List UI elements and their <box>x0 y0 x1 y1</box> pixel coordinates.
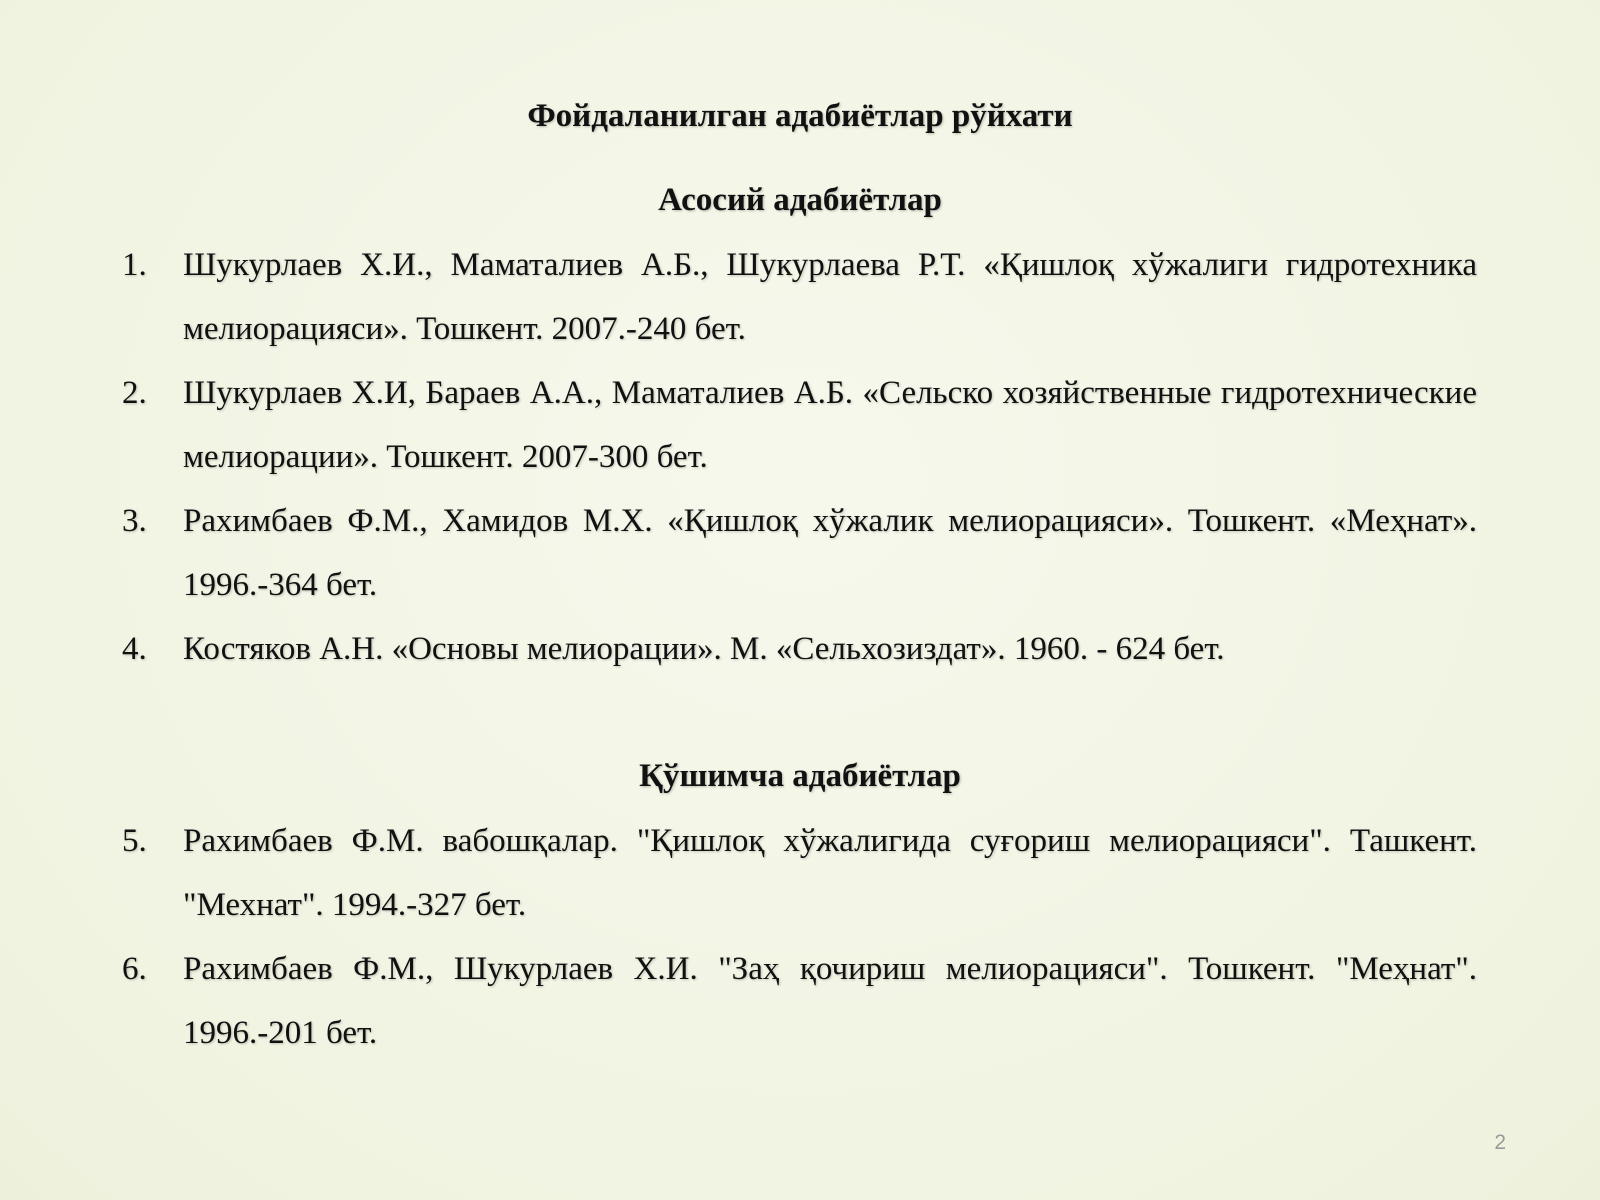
section-heading-extra: Қўшимча адабиётлар <box>639 758 961 794</box>
reference-item <box>122 809 1477 937</box>
reference-list-main <box>122 233 1477 681</box>
reference-text: Рахимбаев Ф.М., Хамидов М.Х. «Қишлоқ хўжалик мелиорацияси». Тошкент. «Меҳнат». 1996.-364 бет. <box>183 503 1477 603</box>
reference-item <box>122 489 1477 617</box>
reference-text: Рахимбаев Ф.М., Шукурлаев Х.И. "Заҳ қочириш мелиорацияси". Тошкент. "Меҳнат". 1996.-201 бет. <box>183 951 1477 1051</box>
reference-number: 6. <box>122 951 147 987</box>
reference-text: Шукурлаев Х.И., Маматалиев А.Б., Шукурлаева Р.Т. «Қишлоқ хўжалиги гидротехника мелиорацияси». Тошкент. 2007.-240 бет. <box>183 247 1477 347</box>
reference-number: 1. <box>122 247 147 283</box>
reference-item <box>122 617 1477 681</box>
page-title: Фойдаланилган адабиётлар рўйхати <box>527 98 1073 134</box>
reference-number: 5. <box>122 823 147 859</box>
reference-text: Рахимбаев Ф.М. вабошқалар. "Қишлоқ хўжалигида суғориш мелиорацияси". Ташкент. "Мехнат". 1994.-327 бет. <box>183 823 1477 923</box>
reference-number: 3. <box>122 503 147 539</box>
reference-list-extra <box>122 809 1477 1065</box>
page-number: 2 <box>1494 1131 1506 1154</box>
reference-number: 4. <box>122 631 147 667</box>
section-heading-main: Асосий адабиётлар <box>658 182 942 218</box>
reference-text: Шукурлаев Х.И, Бараев А.А., Маматалиев А.Б. «Сельско хозяйственные гидротехнические мелиорации». Тошкент. 2007-300 бет. <box>183 375 1477 475</box>
reference-item <box>122 233 1477 361</box>
reference-item <box>122 937 1477 1065</box>
reference-number: 2. <box>122 375 147 411</box>
reference-item <box>122 361 1477 489</box>
reference-text: Костяков А.Н. «Основы мелиорации». М. «Сельхозиздат». 1960. - 624 бет. <box>183 631 1225 667</box>
